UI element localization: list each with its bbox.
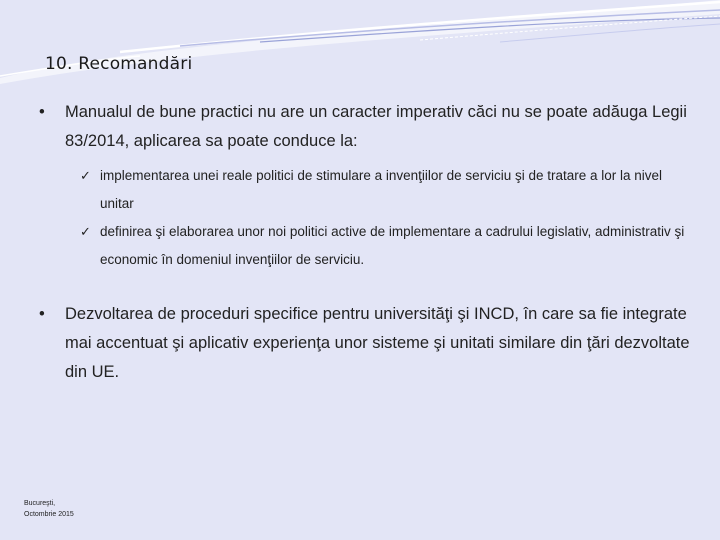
slide-title: 10. Recomandări <box>45 54 193 74</box>
footer-date: Octombrie 2015 <box>24 511 74 518</box>
checkmark-icon: ✓ <box>80 168 91 183</box>
sub-item-text: implementarea unei reale politici de stimulare a invenţiilor de serviciu şi de tratare a lor la nivel unitar <box>100 168 663 211</box>
sub-item-text: definirea şi elaborarea unor noi politici active de implementare a cadrului legislativ, administrativ şi economic în domeniul invenţiilor de serviciu. <box>100 224 685 267</box>
bullet-dot-icon: • <box>39 305 45 323</box>
bullet-item <box>35 300 695 387</box>
sub-item <box>35 218 695 274</box>
footer-location-date <box>24 498 74 520</box>
sub-item <box>35 162 695 218</box>
header-swoosh-decoration <box>0 0 720 90</box>
footer-city: Bucureşti, <box>24 500 56 507</box>
checkmark-icon: ✓ <box>80 224 91 239</box>
bullet-item <box>35 98 695 156</box>
bullet-dot-icon: • <box>39 103 45 121</box>
bullet-text: Dezvoltarea de proceduri specifice pentru universităţi şi INCD, în care sa fie integrate mai accentuat şi aplicativ experienţa unor sisteme şi unitati similare din ţări dezvoltate din UE. <box>65 305 690 381</box>
bullet-text: Manualul de bune practici nu are un caracter imperativ căci nu se poate adăuga Legii 83/2014, aplicarea sa poate conduce la: <box>65 103 687 150</box>
slide-content <box>35 98 695 387</box>
